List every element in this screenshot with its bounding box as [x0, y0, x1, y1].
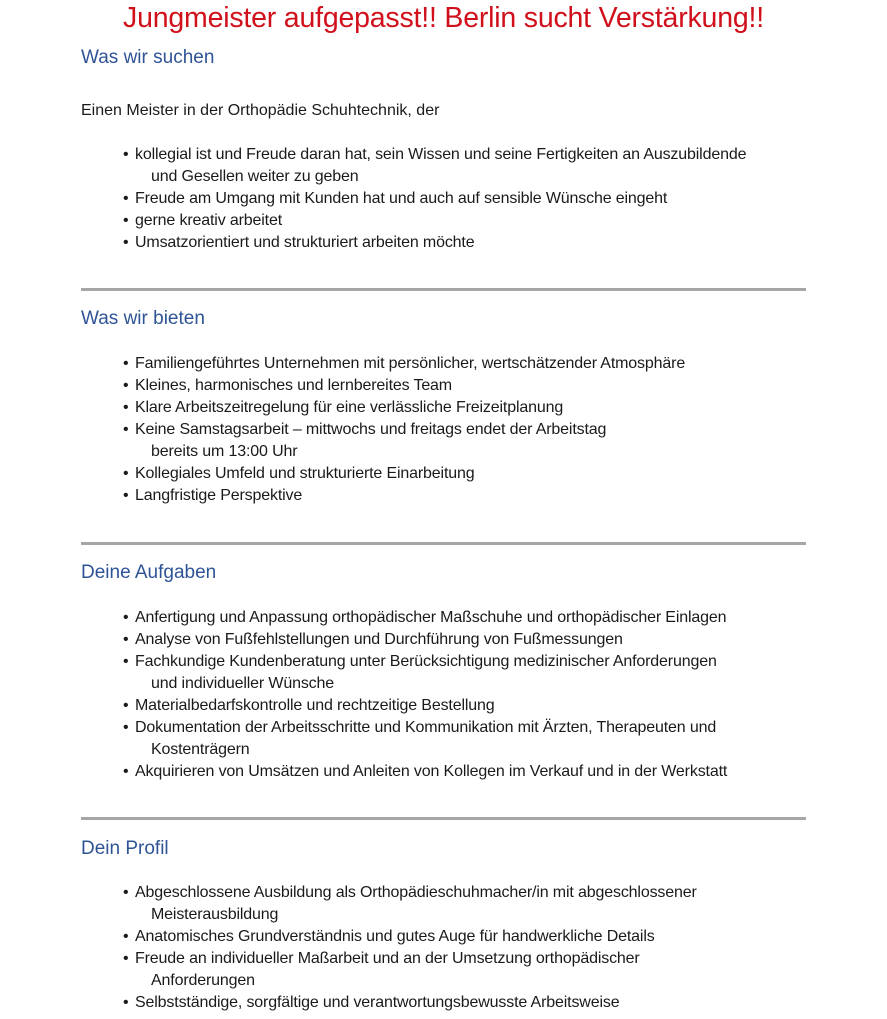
list-item-text: Anfertigung und Anpassung orthopädischer Maßschuhe und orthopädischer Einlagen	[135, 609, 727, 626]
bullet-list-was-wir-suchen	[122, 144, 822, 254]
bullet-icon: •	[123, 994, 129, 1011]
list-item	[122, 419, 822, 463]
bullet-icon: •	[123, 355, 129, 372]
list-item	[122, 397, 822, 419]
list-item-text: Keine Samstagsarbeit – mittwochs und freitags endet der Arbeitstag	[135, 421, 607, 438]
list-item-text: Umsatzorientiert und strukturiert arbeiten möchte	[135, 234, 475, 251]
list-item-text: Analyse von Fußfehlstellungen und Durchführung von Fußmessungen	[135, 631, 623, 648]
list-item	[122, 210, 822, 232]
bullet-icon: •	[123, 146, 129, 163]
section-intro: Einen Meister in der Orthopädie Schuhtechnik, der	[81, 102, 440, 119]
section-divider	[81, 817, 806, 820]
section-heading-deine-aufgaben: Deine Aufgaben	[81, 562, 217, 583]
list-item-text: Freude an individueller Maßarbeit und an der Umsetzung orthopädischer	[135, 950, 640, 967]
bullet-icon: •	[123, 631, 129, 648]
list-item-text: Dokumentation der Arbeitsschritte und Kommunikation mit Ärzten, Therapeuten und	[135, 719, 717, 736]
bullet-icon: •	[123, 719, 129, 736]
list-item	[122, 232, 822, 254]
bullet-icon: •	[123, 884, 129, 901]
section-heading-dein-profil: Dein Profil	[81, 838, 169, 859]
list-item	[122, 882, 822, 926]
list-item	[122, 695, 822, 717]
list-item-text-continued: Anforderungen	[151, 972, 255, 989]
list-item	[122, 607, 822, 629]
list-item	[122, 463, 822, 485]
list-item	[122, 992, 822, 1014]
list-item	[122, 926, 822, 948]
bullet-icon: •	[123, 465, 129, 482]
list-item-text: Akquirieren von Umsätzen und Anleiten von Kollegen im Verkauf und in der Werkstatt	[135, 763, 728, 780]
bullet-icon: •	[123, 609, 129, 626]
list-item-text: Selbstständige, sorgfältige und verantwortungsbewusste Arbeitsweise	[135, 994, 620, 1011]
list-item	[122, 353, 822, 375]
list-item-text: Langfristige Perspektive	[135, 487, 303, 504]
list-item-text: Kollegiales Umfeld und strukturierte Einarbeitung	[135, 465, 475, 482]
section-heading-was-wir-suchen: Was wir suchen	[81, 47, 215, 68]
list-item-text: Anatomisches Grundverständnis und gutes Auge für handwerkliche Details	[135, 928, 655, 945]
bullet-icon: •	[123, 928, 129, 945]
bullet-icon: •	[123, 234, 129, 251]
list-item	[122, 375, 822, 397]
list-item	[122, 948, 822, 992]
bullet-icon: •	[123, 950, 129, 967]
list-item	[122, 188, 822, 210]
bullet-icon: •	[123, 421, 129, 438]
bullet-icon: •	[123, 212, 129, 229]
bullet-icon: •	[123, 487, 129, 504]
list-item-text: Kleines, harmonisches und lernbereites Team	[135, 377, 452, 394]
list-item-text: Abgeschlossene Ausbildung als Orthopädieschuhmacher/in mit abgeschlossener	[135, 884, 697, 901]
bullet-list-dein-profil	[122, 882, 822, 1014]
list-item-text: gerne kreativ arbeitet	[135, 212, 283, 229]
bullet-list-deine-aufgaben	[122, 607, 822, 783]
bullet-icon: •	[123, 377, 129, 394]
list-item-text: kollegial ist und Freude daran hat, sein Wissen und seine Fertigkeiten an Auszubildende	[135, 146, 747, 163]
list-item	[122, 761, 822, 783]
bullet-icon: •	[123, 653, 129, 670]
list-item-text-continued: bereits um 13:00 Uhr	[151, 443, 298, 460]
list-item-text: Materialbedarfskontrolle und rechtzeitige Bestellung	[135, 697, 495, 714]
posting-title: Jungmeister aufgepasst!! Berlin sucht Verstärkung!!	[123, 2, 764, 34]
section-divider	[81, 288, 806, 291]
list-item-text: Familiengeführtes Unternehmen mit persönlicher, wertschätzender Atmosphäre	[135, 355, 686, 372]
bullet-list-was-wir-bieten	[122, 353, 822, 507]
bullet-icon: •	[123, 697, 129, 714]
bullet-icon: •	[123, 190, 129, 207]
list-item	[122, 651, 822, 695]
list-item	[122, 485, 822, 507]
bullet-icon: •	[123, 399, 129, 416]
list-item-text: Fachkundige Kundenberatung unter Berücksichtigung medizinischer Anforderungen	[135, 653, 717, 670]
list-item-text-continued: Meisterausbildung	[151, 906, 279, 923]
bullet-icon: •	[123, 763, 129, 780]
list-item-text: Klare Arbeitszeitregelung für eine verlässliche Freizeitplanung	[135, 399, 564, 416]
list-item	[122, 144, 822, 188]
list-item-text: Freude am Umgang mit Kunden hat und auch auf sensible Wünsche eingeht	[135, 190, 668, 207]
section-heading-was-wir-bieten: Was wir bieten	[81, 308, 205, 329]
section-divider	[81, 542, 806, 545]
list-item	[122, 717, 822, 761]
list-item-text-continued: und Gesellen weiter zu geben	[151, 168, 359, 185]
list-item-text-continued: und individueller Wünsche	[151, 675, 335, 692]
list-item-text-continued: Kostenträgern	[151, 741, 250, 758]
list-item	[122, 629, 822, 651]
